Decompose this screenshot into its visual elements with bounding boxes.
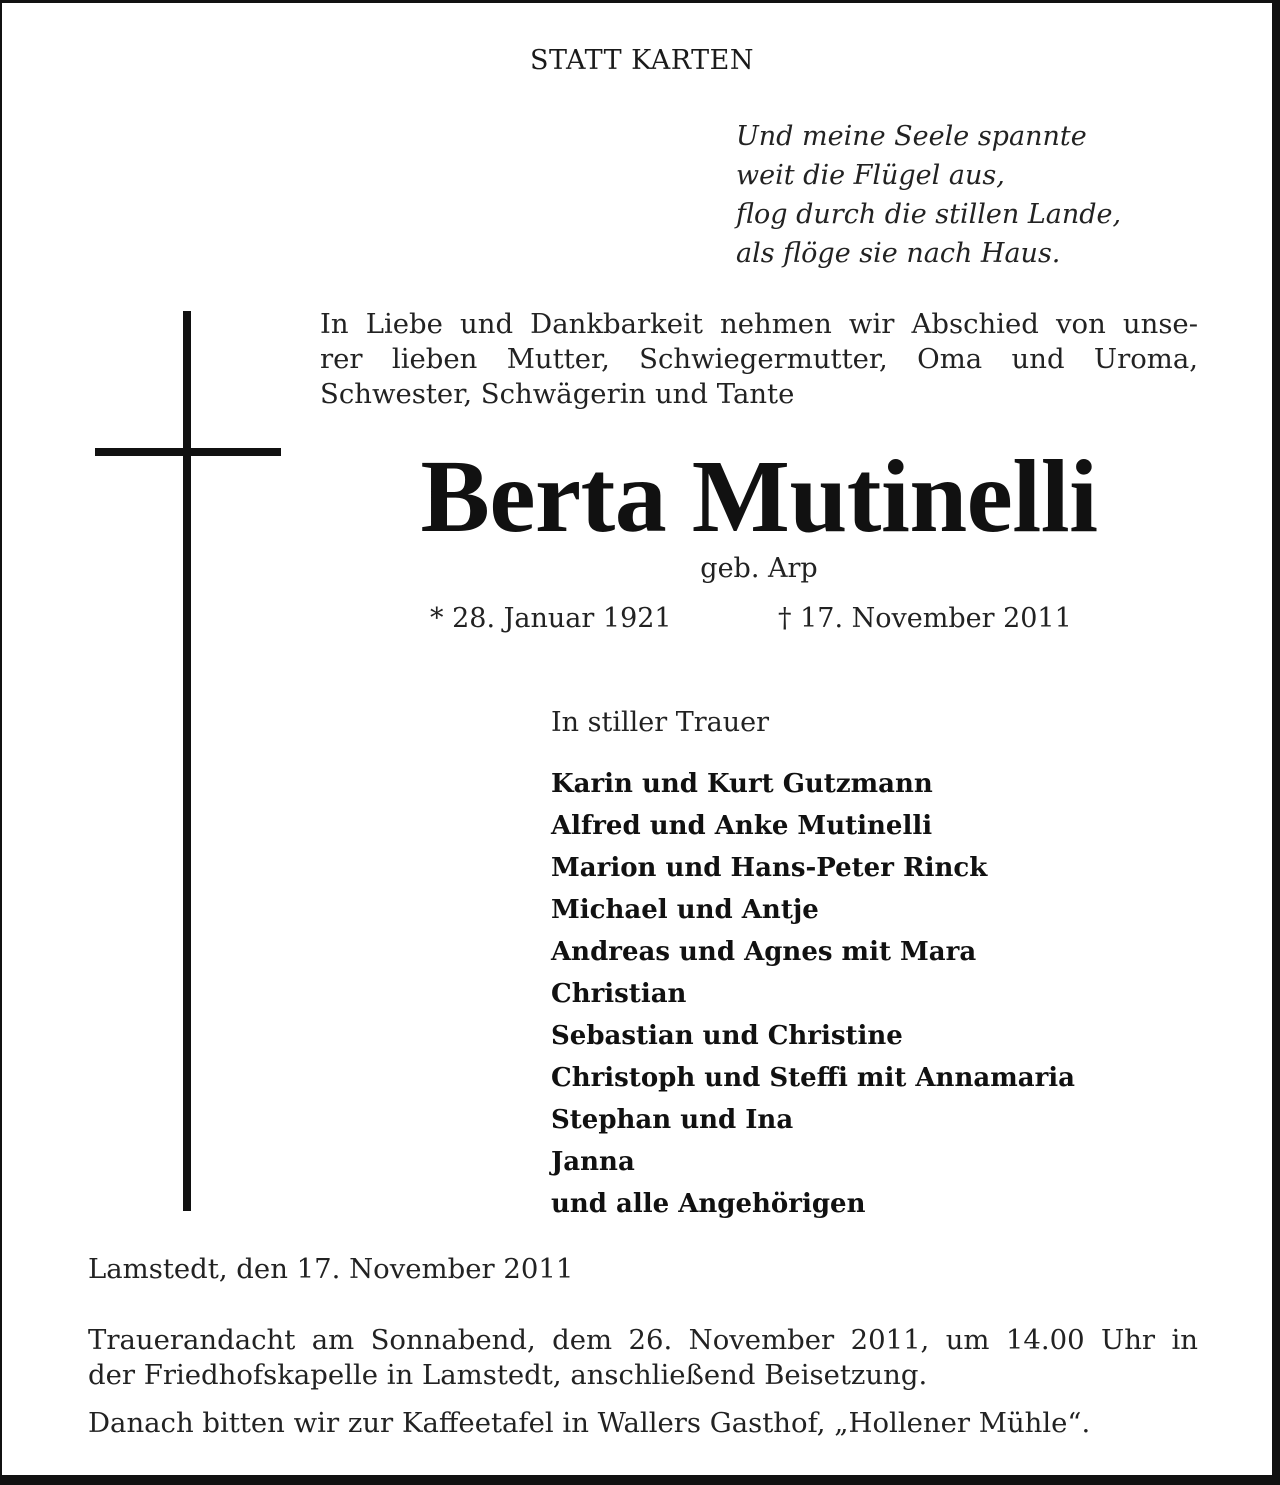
mourner-entry: Christoph und Steffi mit Annamaria xyxy=(551,1063,1075,1093)
cross-icon-horizontal-beam xyxy=(95,448,281,456)
death-date: † 17. November 2011 xyxy=(778,603,1072,634)
deceased-name: Berta Mutinelli xyxy=(420,439,1098,554)
mourner-entry: Andreas und Agnes mit Mara xyxy=(551,937,977,967)
coffee-invitation: Danach bitten wir zur Kaffeetafel in Wallers Gasthof, „Hollener Mühle“. xyxy=(88,1407,1091,1439)
service-line: der Friedhofskapelle in Lamstedt, anschließend Beisetzung. xyxy=(88,1359,928,1391)
intro-line: Schwester, Schwägerin und Tante xyxy=(320,378,795,410)
mourning-label: In stiller Trauer xyxy=(551,707,770,738)
poem-line: als flöge sie nach Haus. xyxy=(736,238,1061,269)
mourner-entry: Janna xyxy=(551,1147,635,1177)
mourner-entry: Michael und Antje xyxy=(551,895,819,925)
mourner-entry: und alle Angehörigen xyxy=(551,1189,866,1219)
intro-line: In Liebe und Dankbarkeit nehmen wir Abschied von unse- xyxy=(320,308,1198,340)
intro-text xyxy=(320,307,1198,412)
mourner-entry: Alfred und Anke Mutinelli xyxy=(551,811,933,841)
header-statt-karten: STATT KARTEN xyxy=(530,45,754,76)
poem-line: flog durch die stillen Lande, xyxy=(736,199,1122,230)
poem-quote xyxy=(736,117,1121,273)
poem-line: Und meine Seele spannte xyxy=(736,121,1087,152)
cross-icon-vertical-beam xyxy=(183,311,191,1211)
service-line: Trauerandacht am Sonnabend, dem 26. November 2011, um 14.00 Uhr in xyxy=(88,1324,1198,1356)
service-info xyxy=(88,1323,1198,1393)
intro-line: rer lieben Mutter, Schwiegermutter, Oma und Uroma, xyxy=(320,343,1198,375)
mourner-entry: Karin und Kurt Gutzmann xyxy=(551,769,933,799)
birth-date: * 28. Januar 1921 xyxy=(430,603,672,634)
poem-line: weit die Flügel aus, xyxy=(736,160,1005,191)
mourner-entry: Sebastian und Christine xyxy=(551,1021,903,1051)
mourner-entry: Marion und Hans-Peter Rinck xyxy=(551,853,988,883)
mourner-entry: Stephan und Ina xyxy=(551,1105,794,1135)
maiden-name: geb. Arp xyxy=(700,553,818,584)
place-and-date: Lamstedt, den 17. November 2011 xyxy=(88,1253,574,1285)
mourner-entry: Christian xyxy=(551,979,687,1009)
mourners-list xyxy=(551,763,1075,1225)
